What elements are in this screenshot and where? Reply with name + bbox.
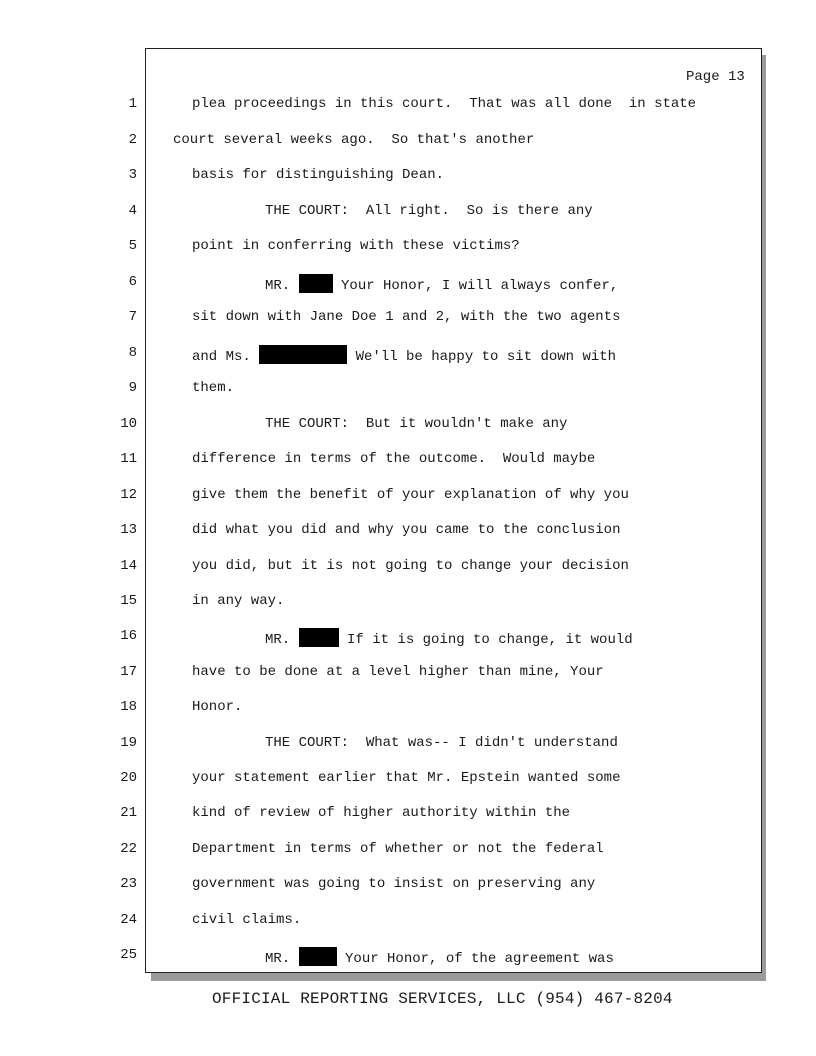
line-number: 23 xyxy=(120,876,137,892)
line-text: THE COURT: What was-- I didn't understand xyxy=(265,735,618,751)
line-number: 4 xyxy=(128,203,137,219)
line-text: Department in terms of whether or not the federal xyxy=(192,841,604,857)
transcript-line xyxy=(265,735,618,751)
line-text: in any way. xyxy=(192,593,285,609)
line-text: THE COURT: All right. So is there any xyxy=(265,203,593,219)
line-text: difference in terms of the outcome. Would maybe xyxy=(192,451,596,467)
transcript-line xyxy=(192,699,242,715)
line-number: 20 xyxy=(120,770,137,786)
line-text: plea proceedings in this court. That was all done in state xyxy=(192,96,697,112)
line-number: 17 xyxy=(120,664,137,680)
line-number: 14 xyxy=(120,558,137,574)
line-text: your statement earlier that Mr. Epstein wanted some xyxy=(192,770,621,786)
line-text: Your Honor, of the agreement was xyxy=(336,951,614,967)
transcript-line xyxy=(192,309,620,325)
redaction-block xyxy=(299,947,337,966)
transcript-line xyxy=(265,416,567,432)
transcript-line xyxy=(192,593,284,609)
line-text: and Ms. xyxy=(192,349,260,365)
transcript-line xyxy=(192,912,301,928)
transcript-line xyxy=(192,96,696,112)
line-number: 11 xyxy=(120,451,137,467)
line-text: MR. xyxy=(265,951,299,967)
transcript-line xyxy=(192,841,604,857)
line-text: have to be done at a level higher than mine, Your xyxy=(192,664,604,680)
line-number: 8 xyxy=(128,345,137,361)
transcript-line xyxy=(192,238,520,254)
page-footer: OFFICIAL REPORTING SERVICES, LLC (954) 467-8204 xyxy=(212,990,673,1008)
transcript-line xyxy=(192,522,620,538)
transcript-line xyxy=(265,947,614,967)
line-text: Honor. xyxy=(192,699,243,715)
line-text: Your Honor, I will always confer, xyxy=(332,278,619,294)
line-number: 25 xyxy=(120,947,137,963)
redaction-block xyxy=(259,345,347,364)
line-number: 9 xyxy=(128,380,137,396)
line-number: 2 xyxy=(128,132,137,148)
line-text: MR. xyxy=(265,632,299,648)
transcript-line xyxy=(173,132,534,148)
transcript-line xyxy=(192,558,629,574)
transcript-line xyxy=(192,876,595,892)
transcript-line xyxy=(192,805,570,821)
line-number: 18 xyxy=(120,699,137,715)
redaction-block xyxy=(299,628,339,647)
line-text: government was going to insist on preserving any xyxy=(192,876,596,892)
line-number: 22 xyxy=(120,841,137,857)
line-text: point in conferring with these victims? xyxy=(192,238,520,254)
line-number: 12 xyxy=(120,487,137,503)
transcript-line xyxy=(192,345,616,365)
line-text: you did, but it is not going to change your decision xyxy=(192,558,629,574)
line-text: basis for distinguishing Dean. xyxy=(192,167,445,183)
page-number: Page 13 xyxy=(686,69,745,85)
redaction-block xyxy=(299,274,333,293)
line-text: sit down with Jane Doe 1 and 2, with the two agents xyxy=(192,309,621,325)
transcript-line xyxy=(265,628,633,648)
line-number: 7 xyxy=(128,309,137,325)
transcript-line xyxy=(192,664,604,680)
transcript-line xyxy=(192,451,595,467)
line-text: civil claims. xyxy=(192,912,302,928)
line-text: kind of review of higher authority within the xyxy=(192,805,571,821)
line-number: 16 xyxy=(120,628,137,644)
line-text: We'll be happy to sit down with xyxy=(347,349,617,365)
line-number: 24 xyxy=(120,912,137,928)
line-text: MR. xyxy=(265,278,299,294)
transcript-line xyxy=(265,203,593,219)
transcript-line xyxy=(265,274,618,294)
transcript-line xyxy=(192,487,629,503)
line-text: THE COURT: But it wouldn't make any xyxy=(265,416,568,432)
line-number: 13 xyxy=(120,522,137,538)
transcript-line xyxy=(192,167,444,183)
transcript-line xyxy=(192,770,620,786)
line-text: did what you did and why you came to the conclusion xyxy=(192,522,621,538)
line-number: 1 xyxy=(128,96,137,112)
line-text: If it is going to change, it would xyxy=(338,632,633,648)
line-number: 10 xyxy=(120,416,137,432)
line-number: 3 xyxy=(128,167,137,183)
line-text: court several weeks ago. So that's another xyxy=(173,132,535,148)
page-frame xyxy=(145,48,762,973)
line-text: them. xyxy=(192,380,235,396)
transcript-line xyxy=(192,380,234,396)
line-number: 19 xyxy=(120,735,137,751)
line-number: 5 xyxy=(128,238,137,254)
line-text: give them the benefit of your explanation of why you xyxy=(192,487,629,503)
line-number: 15 xyxy=(120,593,137,609)
line-number: 6 xyxy=(128,274,137,290)
line-number: 21 xyxy=(120,805,137,821)
